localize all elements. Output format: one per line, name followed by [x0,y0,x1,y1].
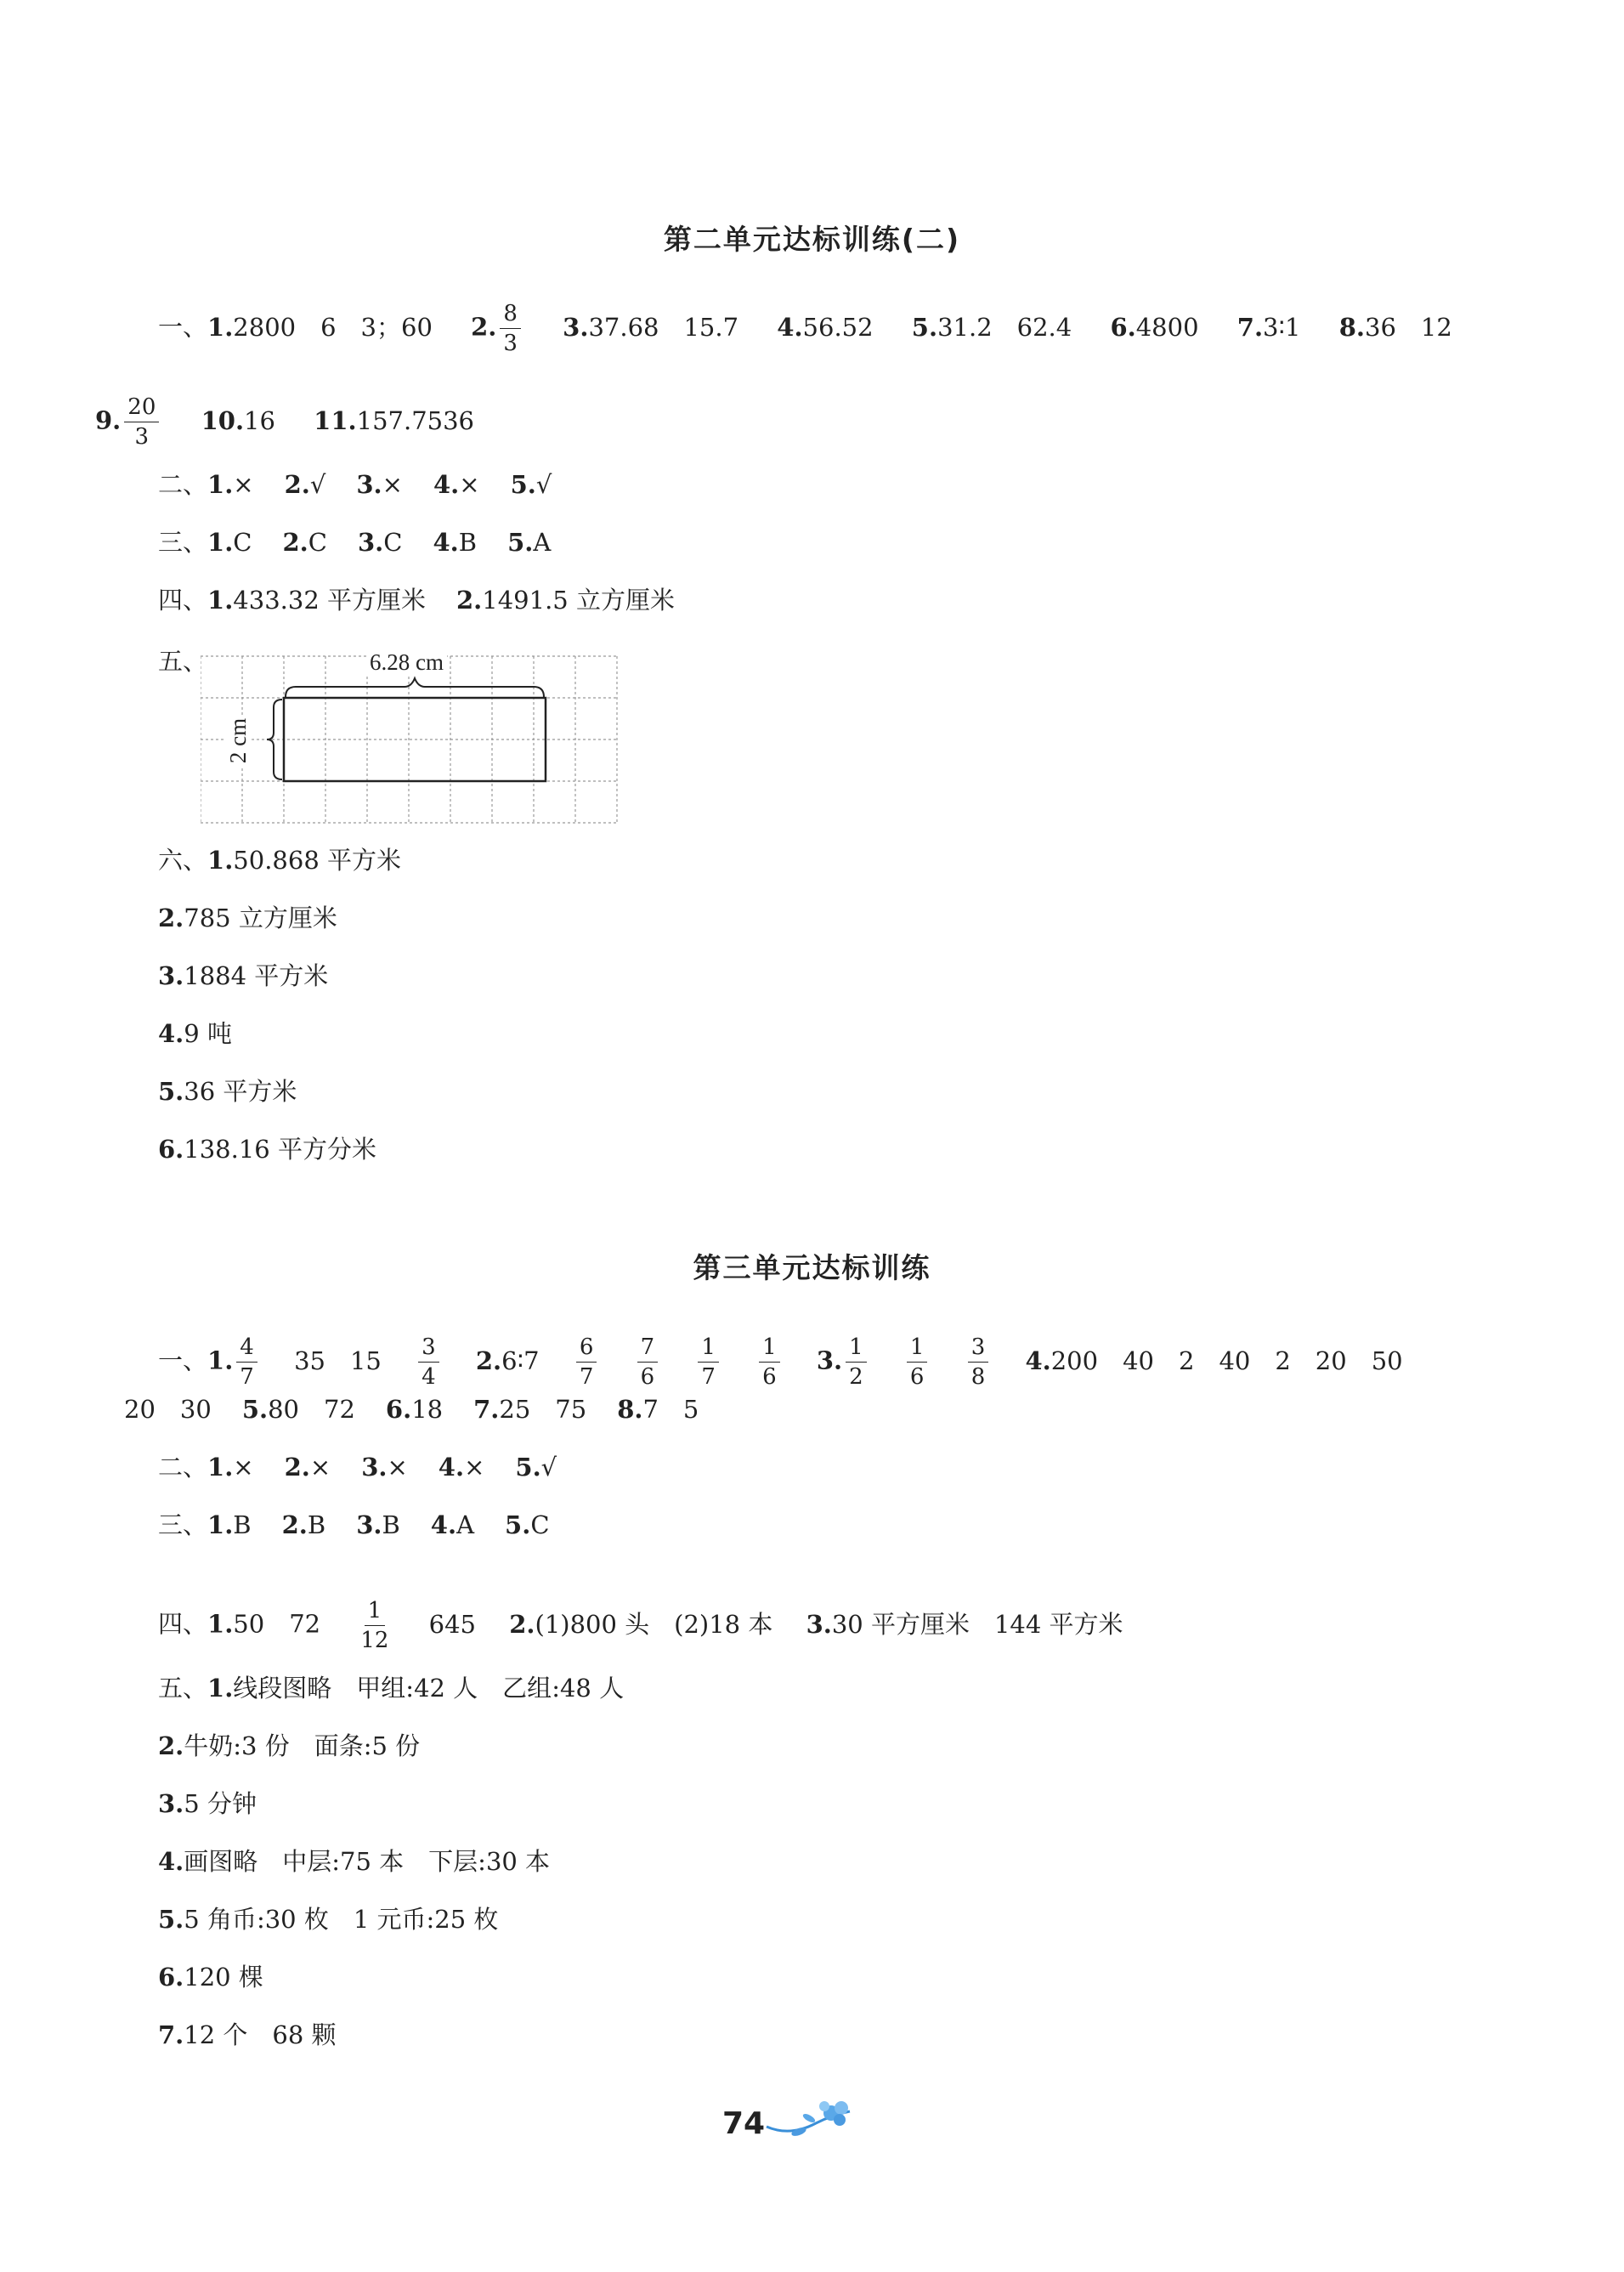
unit3-section5-item3: 3.5 分钟 [158,1789,257,1818]
unit2-section6-item4: 4.9 吨 [158,1019,232,1048]
unit2-section4: 四、1.433.32 平方厘米 2.1491.5 立方厘米 [158,586,675,615]
unit2-section6-item2: 2.785 立方厘米 [158,904,337,932]
unit2-section5-label: 五、 [158,647,208,676]
unit2-title: 第二单元达标训练(二) [663,223,961,256]
unit3-title: 第三单元达标训练 [693,1251,931,1284]
unit2-section1-line1: 一、1.2800 6 3；60 2. $\frac{8}{3}$ 3.37.68 15.7 4.56.52 5.31.2 62.4 6.4800 7.3∶1 8.36 12 [158,301,1452,356]
unit3-section5-item5: 5.5 角币:30 枚 1 元币:25 枚 [158,1905,499,1934]
height-label: 2 cm [225,715,252,767]
page-number: 74 [722,2106,766,2141]
unit2-section6-item6: 6.138.16 平方分米 [158,1135,376,1164]
unit2-section6-item5: 5.36 平方米 [158,1077,297,1106]
unit3-section2: 二、1.× 2.× 3.× 4.× 5.√ [158,1453,557,1482]
left-brace [267,700,282,779]
width-label: 6.28 cm [366,649,447,676]
fraction: $\frac{8}{3}$ [500,299,521,358]
unit2-section6-item1: 六、1.50.868 平方米 [158,846,401,875]
fraction: $\frac{20}{3}$ [124,393,159,451]
unit2-section3: 三、1.C 2.C 3.C 4.B 5.A [158,528,552,557]
unit3-section1-line2: 20 30 5.80 72 6.18 7.25 75 8.7 5 [124,1395,699,1424]
unit3-section5-item7: 7.12 个 68 颗 [158,2020,337,2049]
unit3-section5-item6: 6.120 棵 [158,1963,263,1992]
unit2-section1-line2: 9. $\frac{20}{3}$ 10.16 11.157.7536 [95,394,474,450]
unit3-section5-item4: 4.画图略 中层:75 本 下层:30 本 [158,1847,551,1876]
unit3-section3: 三、1.B 2.B 3.B 4.A 5.C [158,1510,550,1539]
unit3-section1-line1: 一、1. $\frac{4}{7}$ 35 15 $\frac{3}{4}$ 2.6∶7 $\frac{6}{7}$ $\frac{7}{6}$ $\frac{1}{7}$ $\frac{1}{6}$ 3. $\frac{1}{2}$ $\frac{1}{6}$ $\frac{3}{8}$ 4.200 40 2 40 2 20 50 [158,1334,1403,1390]
unit2-section6-item3: 3.1884 平方米 [158,961,329,990]
flower-icon [765,2099,858,2145]
unit3-section4: 四、1.50 72 $\frac{1}{12}$ 645 2.(1)800 头 (2)18 本 3.30 平方厘米 144 平方米 [158,1598,1123,1653]
unit3-section5-item1: 五、1.线段图略 甲组:42 人 乙组:48 人 [158,1674,625,1703]
grid-diagram [201,649,625,832]
unit3-section5-item2: 2.牛奶:3 份 面条:5 份 [158,1731,421,1760]
top-brace [286,678,544,697]
unit2-section2: 二、1.× 2.√ 3.× 4.× 5.√ [158,470,552,499]
